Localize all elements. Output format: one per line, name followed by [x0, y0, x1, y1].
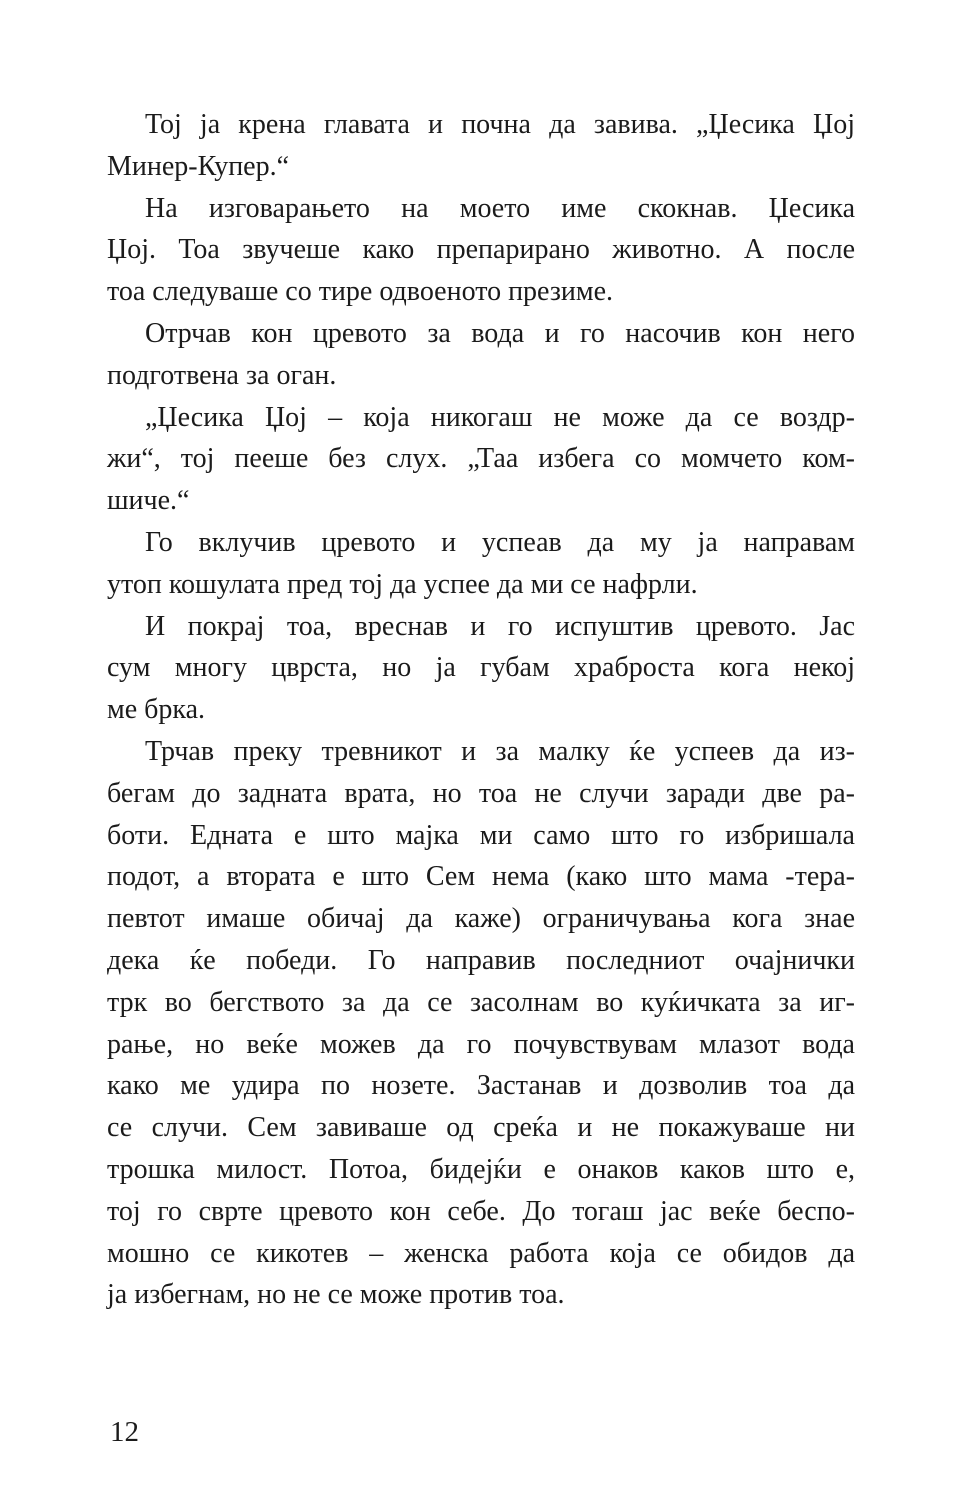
text-block: [107, 104, 855, 1316]
paragraph: [107, 731, 855, 1316]
page-number: 12: [110, 1416, 139, 1448]
paragraph: [107, 188, 855, 313]
paragraph: [107, 313, 855, 397]
text-line: утоп кошулата пред тој да успее да ми се нафрли.: [107, 568, 698, 600]
text-line: И покрај тоа, вреснав и го испуштив цревото. Јас: [145, 610, 855, 642]
text-line: како ме удира по нозете. Застанав и дозволив тоа да: [107, 1070, 855, 1102]
text-line: Отрчав кон цревото за вода и го насочив кон него: [145, 317, 855, 349]
paragraph: [107, 397, 855, 522]
text-line: тој го сврте цревото кон себе. До тогаш јас веќе беспо-: [107, 1195, 855, 1227]
text-line: Минер-Купер.“: [107, 150, 290, 182]
text-line: „Џесика Џој – која никогаш не може да се воздр-: [145, 401, 855, 433]
text-line: тоа следуваше со тире одвоеното презиме.: [107, 276, 614, 308]
text-line: трк во бегството за да се засолнам во куќичката за иг-: [107, 986, 855, 1018]
text-line: Трчав преку тревникот и за малку ќе успеев да из-: [145, 735, 855, 767]
text-line: ме брка.: [107, 694, 205, 726]
text-line: шиче.“: [107, 485, 190, 517]
text-line: дека ќе победи. Го направив последниот очајнички: [107, 944, 855, 976]
text-line: мошно се кикотев – женска работа која се обидов да: [107, 1237, 855, 1269]
paragraph: [107, 104, 855, 188]
paragraph: [107, 606, 855, 731]
text-line: ја избегнам, но не се може против тоа.: [107, 1279, 565, 1311]
text-line: певтот имаше обичај да каже) ограничувања кога знае: [107, 903, 855, 935]
text-line: боти. Едната е што мајка ми само што го избришала: [107, 819, 855, 851]
text-line: подготвена за оган.: [107, 359, 337, 391]
text-line: трошка милост. Потоа, бидејќи е онаков каков што е,: [107, 1153, 855, 1185]
text-line: жи“, тој пееше без слух. „Таа избега со момчето ком-: [107, 443, 855, 475]
text-line: Го вклучив цревото и успеав да му ја направам: [145, 526, 855, 558]
text-line: рање, но веќе можев да го почувствувам млазот вода: [107, 1028, 855, 1060]
text-line: подот, а втората е што Сем нема (како што мама -тера-: [107, 861, 855, 893]
text-line: сум многу цврста, но ја губам храброста кога некој: [107, 652, 855, 684]
text-line: Тој ја крена главата и почна да завива. „Џесика Џој: [145, 109, 855, 140]
text-line: бегам до задната врата, но тоа не случи заради две ра-: [107, 777, 855, 809]
text-line: се случи. Сем завиваше од среќа и не покажуваше ни: [107, 1112, 855, 1144]
text-line: На изговарањето на моето име скокнав. Џесика: [145, 192, 855, 224]
paragraph: [107, 522, 855, 606]
text-line: Џој. Тоа звучеше како препарирано животно. А после: [107, 234, 855, 266]
